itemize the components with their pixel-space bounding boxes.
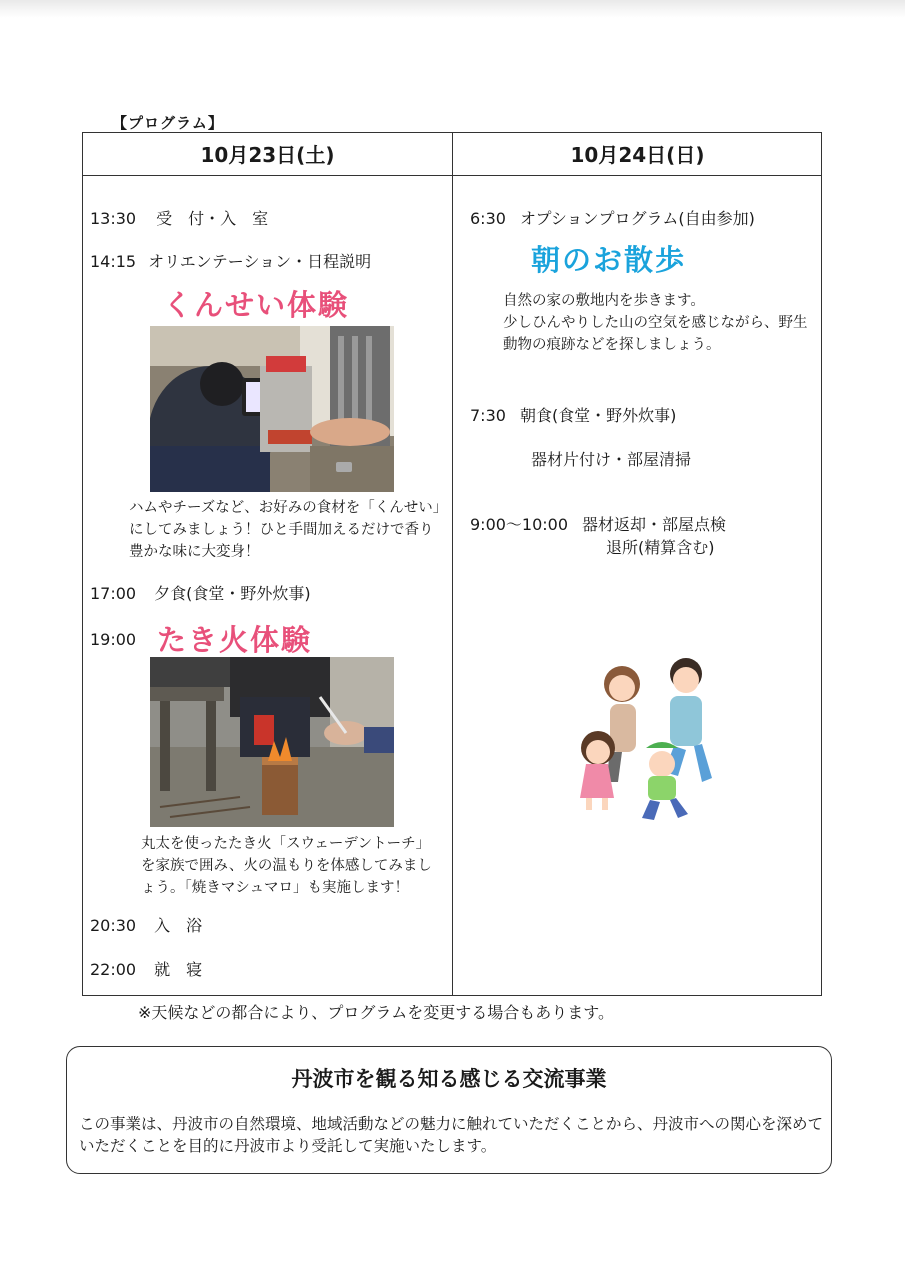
schedule-text: オリエンテーション・日程説明 <box>148 252 372 271</box>
section-label: 【プログラム】 <box>112 114 224 132</box>
schedule-item <box>90 206 268 229</box>
fire-time: 19:00 <box>90 630 137 649</box>
table-divider-horizontal <box>83 175 821 176</box>
schedule-text: 朝食(食堂・野外炊事) <box>519 406 677 425</box>
schedule-text: 夕食(食堂・野外炊事) <box>154 584 311 603</box>
family-walking-illustration <box>552 652 712 822</box>
schedule-text: オプションプログラム(自由参加) <box>519 209 755 228</box>
schedule-item <box>470 512 726 535</box>
walk-description-line-1: 自然の家の敷地内を歩きます。 <box>503 293 705 309</box>
schedule-time: 14:15 <box>90 252 137 271</box>
smoking-photo <box>150 326 394 492</box>
smoke-description: ハムやチーズなど、お好みの食材を「くんせい」にしてみましょう！ひと手間加えるだけで香り豊かな味に大変身！ <box>129 500 441 560</box>
project-info-box <box>66 1046 832 1174</box>
project-title: 丹波市を観る知る感じる交流事業 <box>291 1067 607 1091</box>
schedule-item <box>90 913 202 936</box>
smoke-title: くんせい体験 <box>163 288 350 322</box>
walk-title: 朝のお散歩 <box>531 243 687 277</box>
schedule-time: 9:00〜10:00 <box>470 515 569 534</box>
project-description: この事業は、丹波市の自然環境、地域活動などの魅力に触れていただくことから、丹波市への関心を深めていただくことを目的に丹波市より受託して実施いたします。 <box>79 1115 824 1155</box>
schedule-item <box>90 957 202 980</box>
walk-description-line-3: 動物の痕跡などを探しましょう。 <box>503 337 721 353</box>
fire-title: たき火体験 <box>157 623 313 657</box>
schedule-text: 受 付・入 室 <box>156 209 269 228</box>
schedule-text: 就 寝 <box>154 960 203 979</box>
schedule-item <box>90 581 311 604</box>
schedule-item <box>470 403 676 426</box>
schedule-item <box>470 206 755 229</box>
bonfire-photo <box>150 657 394 827</box>
scan-top-band <box>0 0 905 18</box>
day1-header: 10月23日(土) <box>200 143 335 167</box>
fire-description: 丸太を使ったたき火「スウェーデントーチ」を家族で囲み、火の温もりを体感してみましょう。「焼きマシュマロ」も実施します！ <box>141 836 432 896</box>
schedule-time: 22:00 <box>90 960 137 979</box>
schedule-item <box>90 249 371 272</box>
schedule-text: 入 浴 <box>154 916 203 935</box>
checkout-line-2: 退所(精算含む) <box>606 538 715 557</box>
schedule-text: 器材返却・部屋点検 <box>582 515 727 534</box>
walk-description-line-2: 少しひんやりした山の空気を感じながら、野生 <box>503 315 808 331</box>
schedule-time: 6:30 <box>470 209 506 228</box>
day2-header: 10月24日(日) <box>570 143 705 167</box>
schedule-time: 17:00 <box>90 584 137 603</box>
schedule-time: 20:30 <box>90 916 137 935</box>
schedule-time: 13:30 <box>90 209 137 228</box>
schedule-time: 7:30 <box>470 406 506 425</box>
table-divider-vertical <box>452 133 453 995</box>
change-notice: ※天候などの都合により、プログラムを変更する場合もあります。 <box>138 1003 614 1022</box>
cleanup-text: 器材片付け・部屋清掃 <box>531 450 692 469</box>
